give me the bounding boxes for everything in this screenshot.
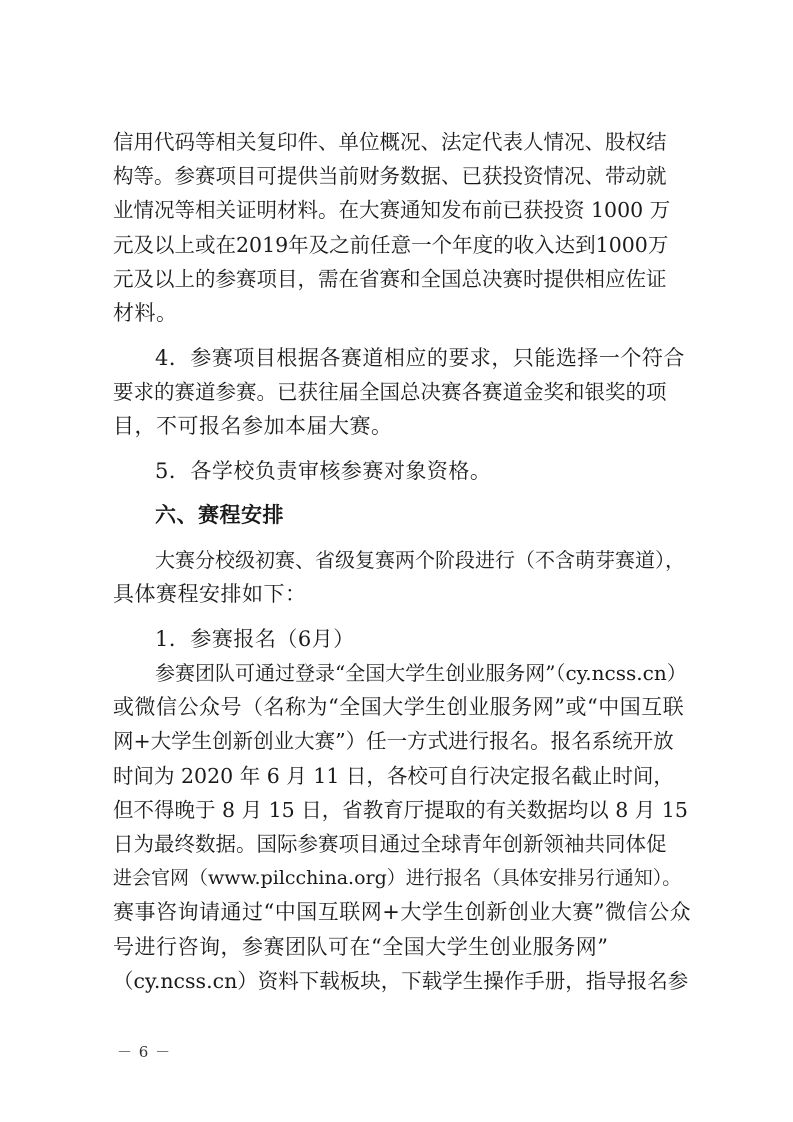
- body-text-line: 参赛团队可通过登录“全国大学生创业服务网”（cy.ncss.cn）: [155, 661, 687, 685]
- list-item-5: 5．各学校负责审核参赛对象资格。: [155, 459, 492, 483]
- body-text-line: 材料。: [113, 301, 178, 325]
- body-text-line: 元及以上或在2019年及之前任意一个年度的收入达到1000万: [113, 233, 669, 257]
- body-text-line: 元及以上的参赛项目，需在省赛和全国总决赛时提供相应佐证: [113, 267, 667, 291]
- section-heading: 六、赛程安排: [155, 503, 284, 527]
- body-text-line: 但不得晚于 8 月 15 日，省教育厅提取的有关数据均以 8 月 15: [113, 798, 688, 822]
- body-text-line: 日为最终数据。国际参赛项目通过全球青年创新领袖共同体促: [113, 832, 667, 856]
- body-text-line: 网+大学生创新创业大赛”）任一方式进行报名。报名系统开放: [113, 729, 674, 753]
- body-text-line: 大赛分校级初赛、省级复赛两个阶段进行（不含萌芽赛道），: [155, 548, 685, 572]
- body-text-line: 或微信公众号（名称为“全国大学生创业服务网”或“中国互联: [113, 695, 685, 719]
- body-text-line: 业情况等相关证明材料。在大赛通知发布前已获投资 1000 万: [113, 198, 671, 222]
- body-text-line: 信用代码等相关复印件、单位概况、法定代表人情况、股权结: [113, 130, 667, 154]
- body-text-line: （cy.ncss.cn）资料下载板块，下载学生操作手册，指导报名参: [113, 969, 689, 993]
- body-text-line: 赛事咨询请通过“中国互联网+大学生创新创业大赛”微信公众: [113, 900, 692, 924]
- body-text-line: 要求的赛道参赛。已获往届全国总决赛各赛道金奖和银奖的项: [113, 380, 667, 404]
- body-text-line: 进会官网（www.pilcchina.org）进行报名（具体安排另行通知）。: [113, 867, 682, 889]
- body-text-line: 时间为 2020 年 6 月 11 日，各校可自行决定报名截止时间，: [113, 764, 674, 788]
- body-text-line: 具体赛程安排如下：: [113, 582, 307, 606]
- body-text-line: 号进行咨询，参赛团队可在“全国大学生创业服务网”: [113, 935, 609, 959]
- body-text-line: 构等。参赛项目可提供当前财务数据、已获投资情况、带动就: [113, 164, 667, 188]
- list-item-4: 4．参赛项目根据各赛道相应的要求，只能选择一个符合: [155, 346, 685, 370]
- page-number: － 6 －: [117, 1043, 172, 1061]
- body-text-line: 目，不可报名参加本届大赛。: [113, 414, 393, 438]
- list-item-1: 1．参赛报名（6月）: [155, 627, 355, 651]
